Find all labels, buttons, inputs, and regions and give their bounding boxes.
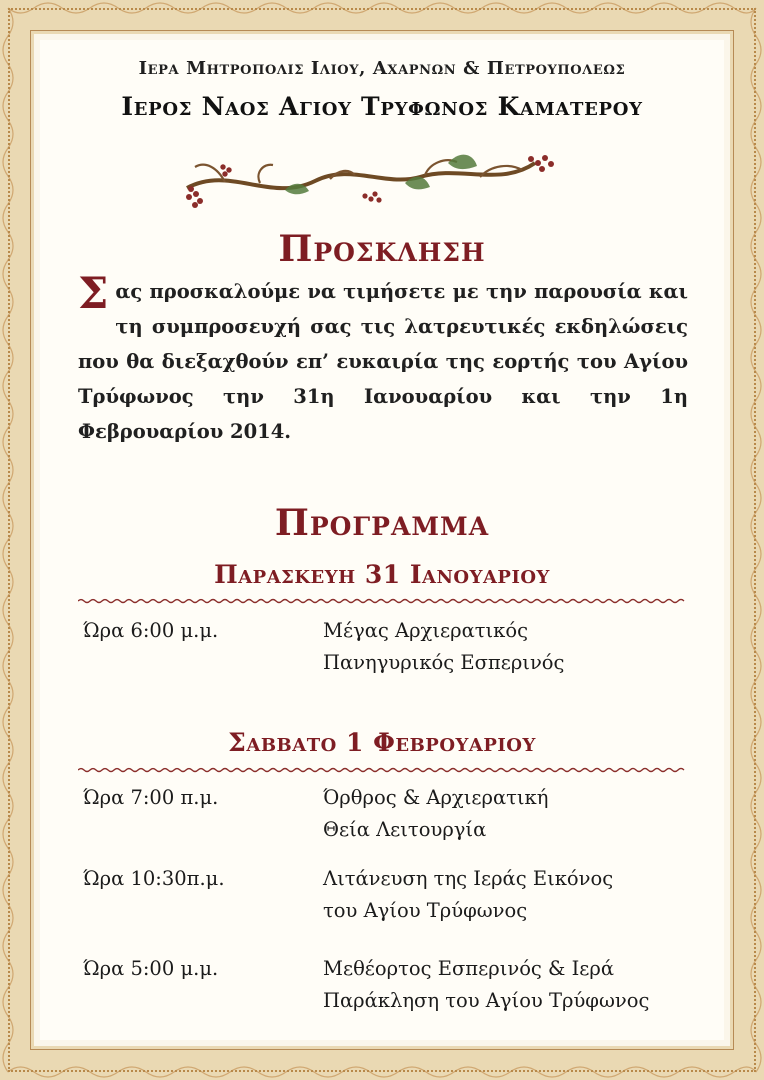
event-line: Λιτάνευση της Ιεράς Εικόνος [323,867,614,890]
church-heading: Ιερος Ναος Αγιου Τρυφωνος Καματερου [121,92,643,121]
event-line: Θεία Λειτουργία [323,818,487,841]
event-line: Μεθέορτος Εσπερινός & Ιερά [323,957,615,980]
schedule-row [83,615,713,685]
wavy-divider [78,767,686,773]
event-description [323,782,713,846]
event-description [323,863,713,927]
event-line: Μέγας Αρχιερατικός [323,619,529,642]
schedule-row [83,953,713,1023]
event-line: Όρθρος & Αρχιερατική [323,786,549,809]
invitation-title: Προσκληση [278,228,486,270]
invitation-body-text: ας προσκαλούμε να τιμήσετε με την παρουσία και τη συμπροσευχή σας τις λατρευτικές εκδηλώσεις που θα διεξαχθούν επ’ ευκαιρία της εορτής του Αγίου Τρύφωνος την 31η Ιανουαρίου και την 1η Φεβρουαρίου 2014. [78,280,688,443]
programme-title: Προγραμμα [274,502,490,544]
day-title-friday: Παρασκευη 31 Ιανουαριου [214,560,550,589]
event-line: του Αγίου Τρύφωνος [323,899,528,922]
event-description [323,615,713,679]
wavy-divider [78,598,686,604]
invitation-dropcap: Σ [78,269,109,319]
event-description [323,953,713,1017]
invitation-text-block [78,269,688,449]
schedule-row [83,863,713,933]
event-time: Ώρα 5:00 μ.μ. [83,957,219,980]
vine-ornament [175,145,575,215]
event-time: Ώρα 6:00 μ.μ. [83,619,219,642]
day-title-saturday: Σαββατο 1 Φεβρουαριου [228,728,536,757]
event-time: Ώρα 10:30π.μ. [83,867,225,890]
metropolis-heading: Ιερα Μητροπολις Ιλιου, Αχαρνων & Πετρουπολεως [138,58,626,79]
event-time: Ώρα 7:00 π.μ. [83,786,219,809]
event-line: Πανηγυρικός Εσπερινός [323,651,565,674]
schedule-row [83,782,713,852]
event-line: Παράκληση του Αγίου Τρύφωνος [323,989,650,1012]
